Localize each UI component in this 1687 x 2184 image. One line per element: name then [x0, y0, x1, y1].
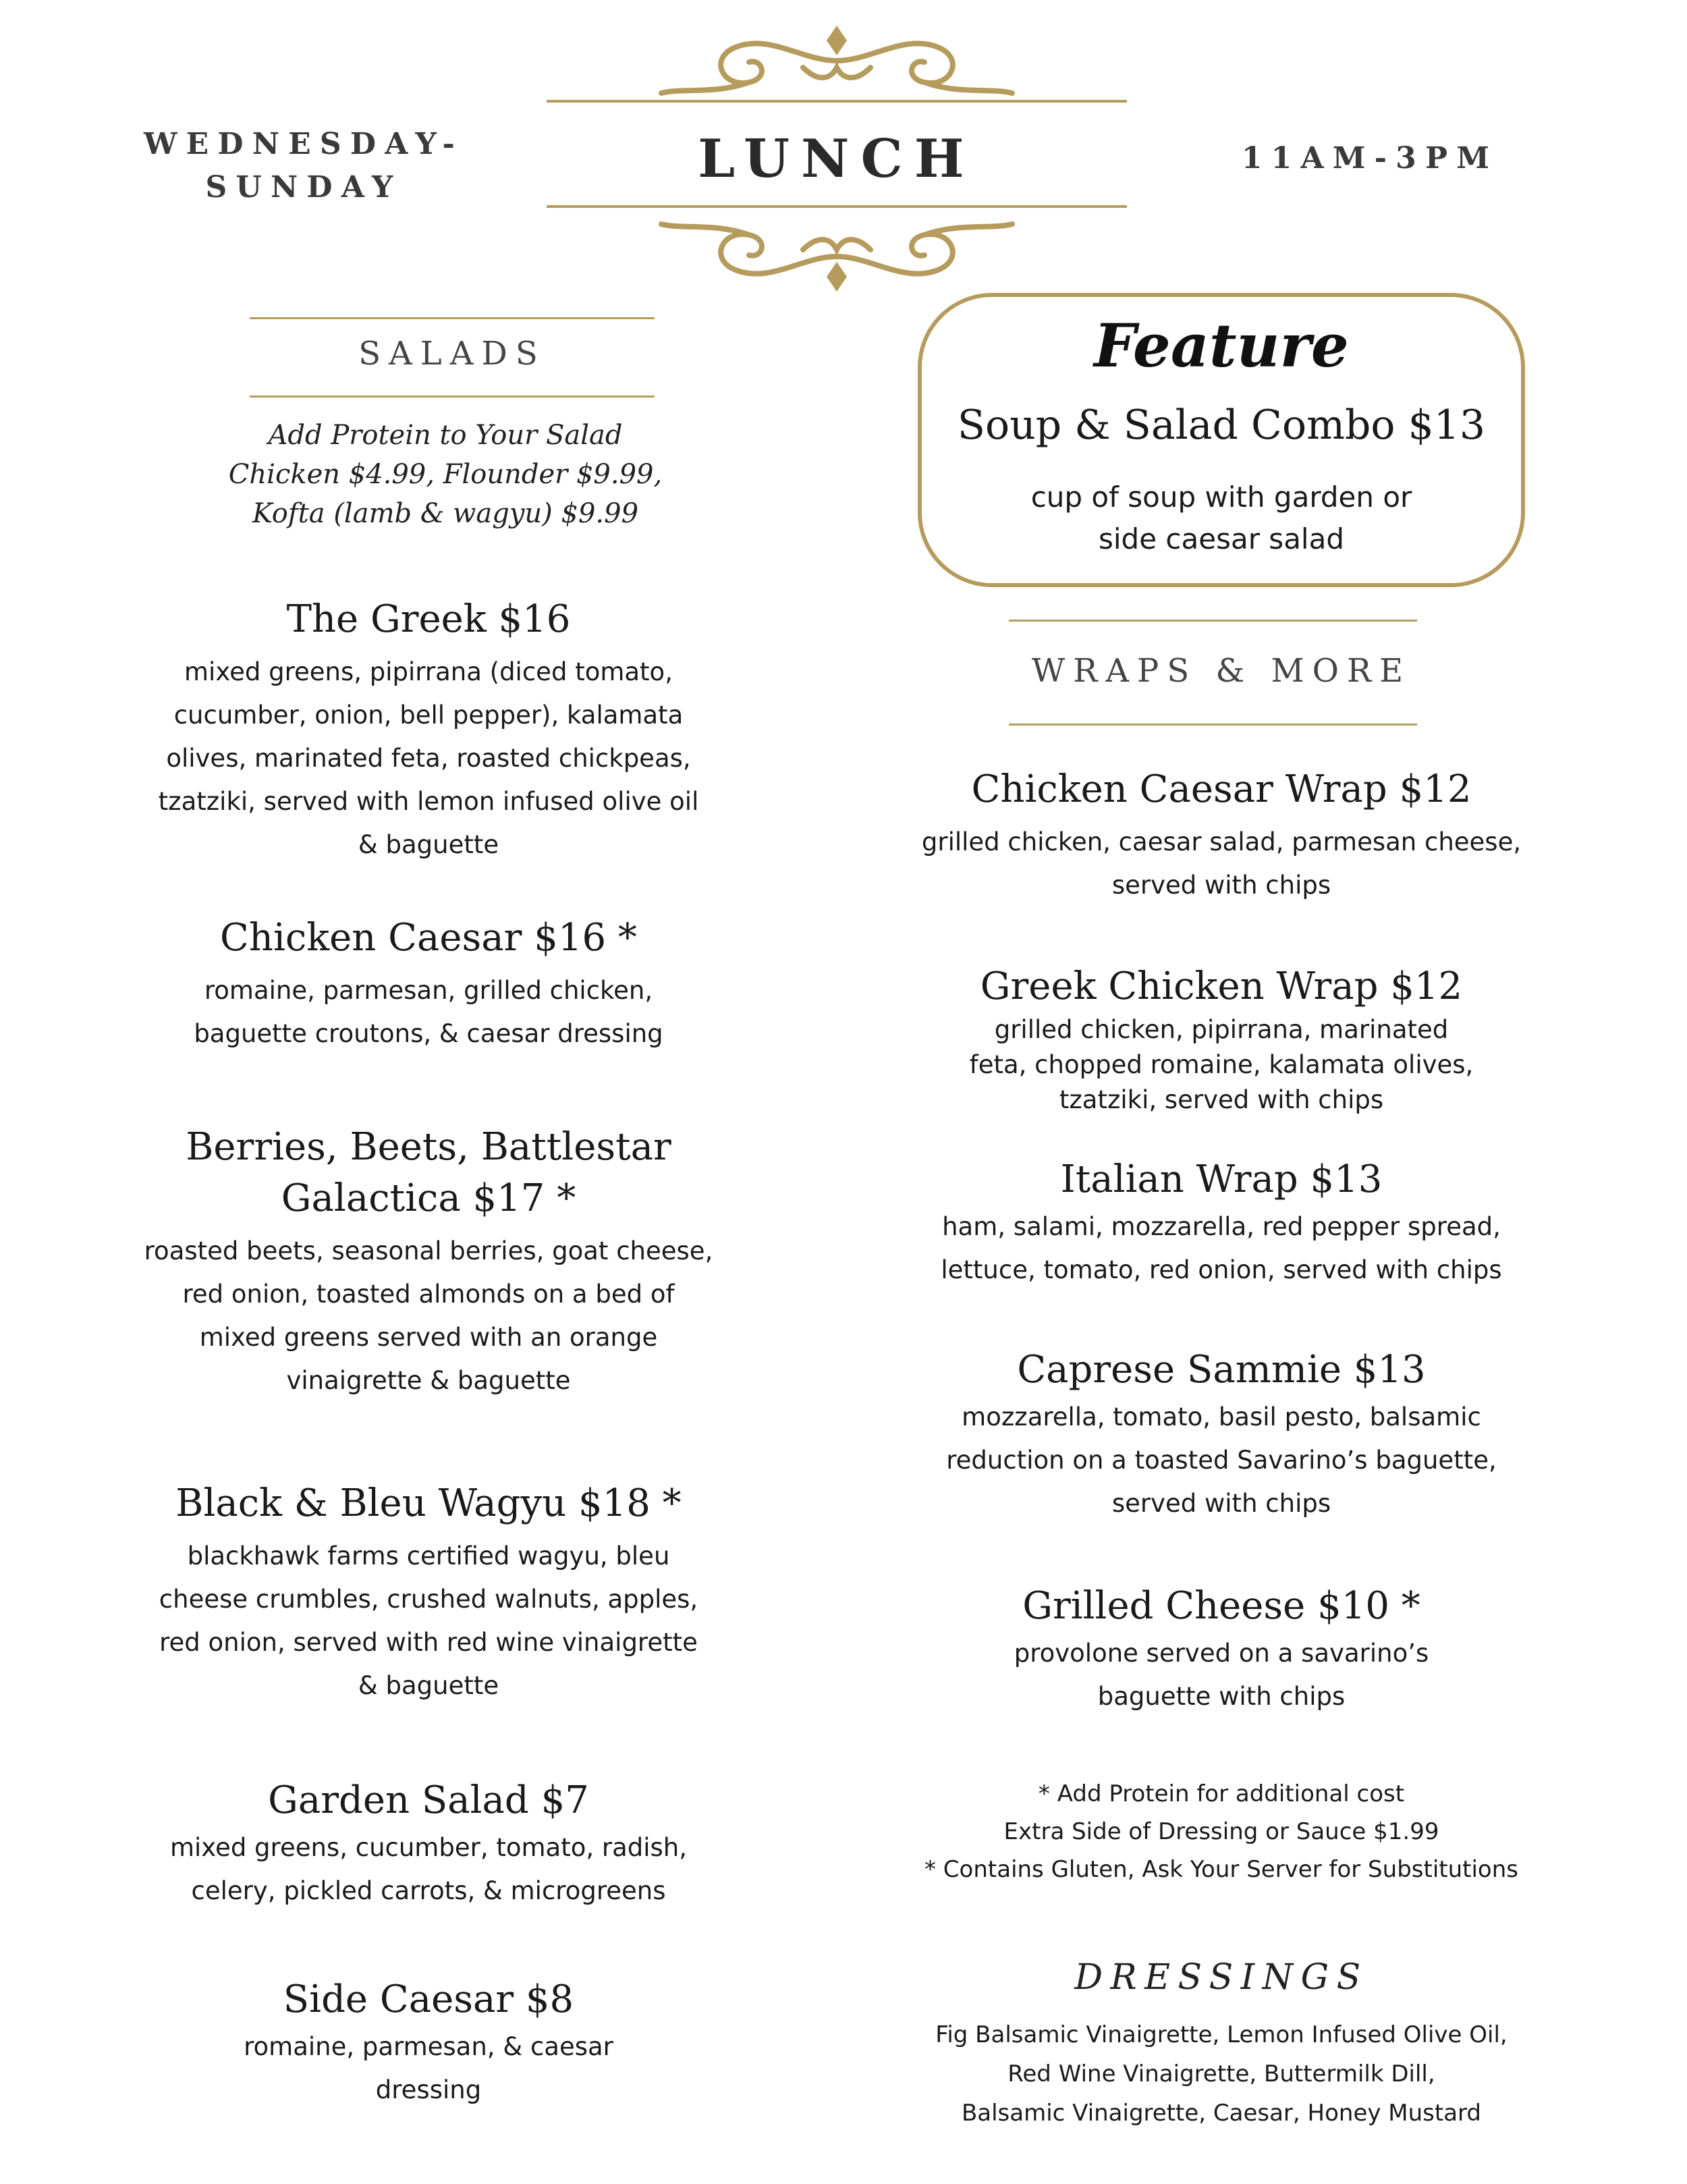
protein-note — [175, 416, 715, 533]
item-description — [128, 1535, 729, 1708]
wraps-divider-bottom — [1009, 724, 1417, 726]
menu-title: LUNCH — [698, 128, 976, 190]
wraps-divider-top — [1009, 620, 1417, 622]
desc-line: cup of soup with garden or — [1030, 481, 1412, 514]
item-description — [891, 1396, 1552, 1525]
feature-heading: Feature — [1094, 310, 1349, 381]
desc-line: grilled chicken, caesar salad, parmesan cheese, — [921, 827, 1522, 856]
menu-item-black-bleu-wagyu — [128, 1478, 729, 1708]
item-description — [128, 1230, 729, 1402]
item-title: Garden Salad $7 — [268, 1778, 589, 1822]
desc-line: served with chips — [1111, 1489, 1331, 1518]
item-title: Black & Bleu Wagyu $18 * — [175, 1481, 682, 1525]
desc-line: mixed greens, cucumber, tomato, radish, — [169, 1833, 688, 1862]
item-title: Chicken Caesar Wrap $12 — [971, 767, 1472, 811]
item-title: Berries, Beets, Battlestar Galactica $17 * — [186, 1125, 671, 1220]
dressing-line: Balsamic Vinaigrette, Caesar, Honey Mustard — [961, 2100, 1482, 2127]
item-title: The Greek $16 — [286, 597, 571, 641]
desc-line: cucumber, onion, bell pepper), kalamata — [173, 701, 684, 730]
desc-line: cheese crumbles, crushed walnuts, apples, — [159, 1585, 698, 1614]
dressings-list — [891, 2015, 1552, 2133]
menu-item-the-greek — [128, 594, 729, 867]
item-description — [891, 1012, 1552, 1118]
menu-item-berries-beets — [128, 1122, 729, 1402]
note-line: * Contains Gluten, Ask Your Server for Substitutions — [924, 1856, 1518, 1883]
item-title: Italian Wrap $13 — [1060, 1157, 1383, 1201]
desc-line: & baguette — [358, 1671, 499, 1700]
item-title: Greek Chicken Wrap $12 — [980, 964, 1463, 1008]
dressing-line: Fig Balsamic Vinaigrette, Lemon Infused Olive Oil, — [935, 2021, 1508, 2048]
days-label: WEDNESDAY- SUNDAY — [144, 127, 464, 204]
hours-label: 11AM-3PM — [1241, 141, 1499, 175]
menu-item-side-caesar — [128, 1974, 729, 2112]
bottom-ornament-icon — [547, 202, 1127, 297]
note-line: * Add Protein for additional cost — [1038, 1780, 1405, 1807]
menu-item-chicken-caesar — [128, 912, 729, 1056]
menu-item-caprese-sammie — [891, 1344, 1552, 1525]
menu-notes — [891, 1775, 1552, 1888]
desc-line: celery, pickled carrots, & microgreens — [191, 1876, 666, 1905]
desc-line: dressing — [375, 2075, 482, 2104]
desc-line: & baguette — [358, 830, 499, 859]
desc-line: romaine, parmesan, & caesar — [244, 2032, 613, 2061]
desc-line: vinaigrette & baguette — [286, 1366, 571, 1395]
desc-line: baguette croutons, & caesar dressing — [194, 1019, 663, 1048]
menu-item-greek-chicken-wrap — [891, 961, 1552, 1118]
note-line: Extra Side of Dressing or Sauce $1.99 — [1003, 1818, 1439, 1845]
desc-line: mixed greens served with an orange — [199, 1323, 658, 1352]
desc-line: side caesar salad — [1099, 522, 1344, 555]
menu-item-italian-wrap — [891, 1154, 1552, 1292]
desc-line: reduction on a toasted Savarino’s baguette, — [946, 1446, 1497, 1475]
desc-line: romaine, parmesan, grilled chicken, — [204, 976, 653, 1005]
desc-line: blackhawk farms certified wagyu, bleu — [187, 1541, 670, 1571]
salads-heading: SALADS — [358, 335, 546, 373]
item-description — [891, 1205, 1552, 1292]
item-title: Side Caesar $8 — [283, 1977, 574, 2021]
item-description — [891, 1632, 1552, 1718]
item-title: Chicken Caesar $16 * — [220, 916, 637, 960]
item-description — [891, 821, 1552, 907]
desc-line: baguette with chips — [1097, 1682, 1346, 1711]
item-title: Grilled Cheese $10 * — [1022, 1584, 1420, 1628]
desc-line: provolone served on a savarino’s — [1014, 1639, 1429, 1668]
dressings-heading: DRESSINGS — [1074, 1957, 1368, 1998]
desc-line: olives, marinated feta, roasted chickpeas, — [166, 744, 691, 773]
desc-line: ham, salami, mozzarella, red pepper spread, — [942, 1212, 1501, 1241]
desc-line: roasted beets, seasonal berries, goat cheese, — [144, 1236, 713, 1265]
desc-line: tzatziki, served with chips — [1059, 1085, 1384, 1114]
menu-item-grilled-cheese — [891, 1581, 1552, 1718]
protein-note-line: Kofta (lamb & wagyu) $9.99 — [252, 498, 639, 529]
desc-line: feta, chopped romaine, kalamata olives, — [969, 1050, 1474, 1079]
desc-line: tzatziki, served with lemon infused olive oil — [158, 787, 699, 816]
feature-title: Soup & Salad Combo $13 — [957, 402, 1486, 449]
desc-line: mixed greens, pipirrana (diced tomato, — [184, 657, 673, 686]
item-description — [128, 2025, 729, 2112]
feature-description — [918, 476, 1525, 560]
dressing-line: Red Wine Vinaigrette, Buttermilk Dill, — [1007, 2060, 1435, 2087]
protein-note-line: Add Protein to Your Salad — [268, 420, 623, 451]
item-title: Caprese Sammie $13 — [1017, 1348, 1426, 1392]
desc-line: grilled chicken, pipirrana, marinated — [994, 1015, 1449, 1044]
desc-line: lettuce, tomato, red onion, served with chips — [941, 1255, 1502, 1284]
desc-line: served with chips — [1111, 871, 1331, 900]
menu-item-garden-salad — [128, 1775, 729, 1913]
top-ornament-icon — [547, 20, 1127, 115]
salads-divider-top — [250, 317, 655, 319]
desc-line: red onion, toasted almonds on a bed of — [182, 1280, 675, 1309]
item-description — [128, 969, 729, 1056]
menu-item-chicken-caesar-wrap — [891, 764, 1552, 907]
desc-line: red onion, served with red wine vinaigrette — [159, 1628, 698, 1657]
item-description — [128, 1826, 729, 1913]
protein-note-line: Chicken $4.99, Flounder $9.99, — [228, 459, 663, 490]
desc-line: mozzarella, tomato, basil pesto, balsamic — [962, 1402, 1481, 1431]
wraps-heading: WRAPS & MORE — [1031, 652, 1412, 690]
salads-divider-bottom — [250, 395, 655, 398]
item-description — [128, 651, 729, 867]
